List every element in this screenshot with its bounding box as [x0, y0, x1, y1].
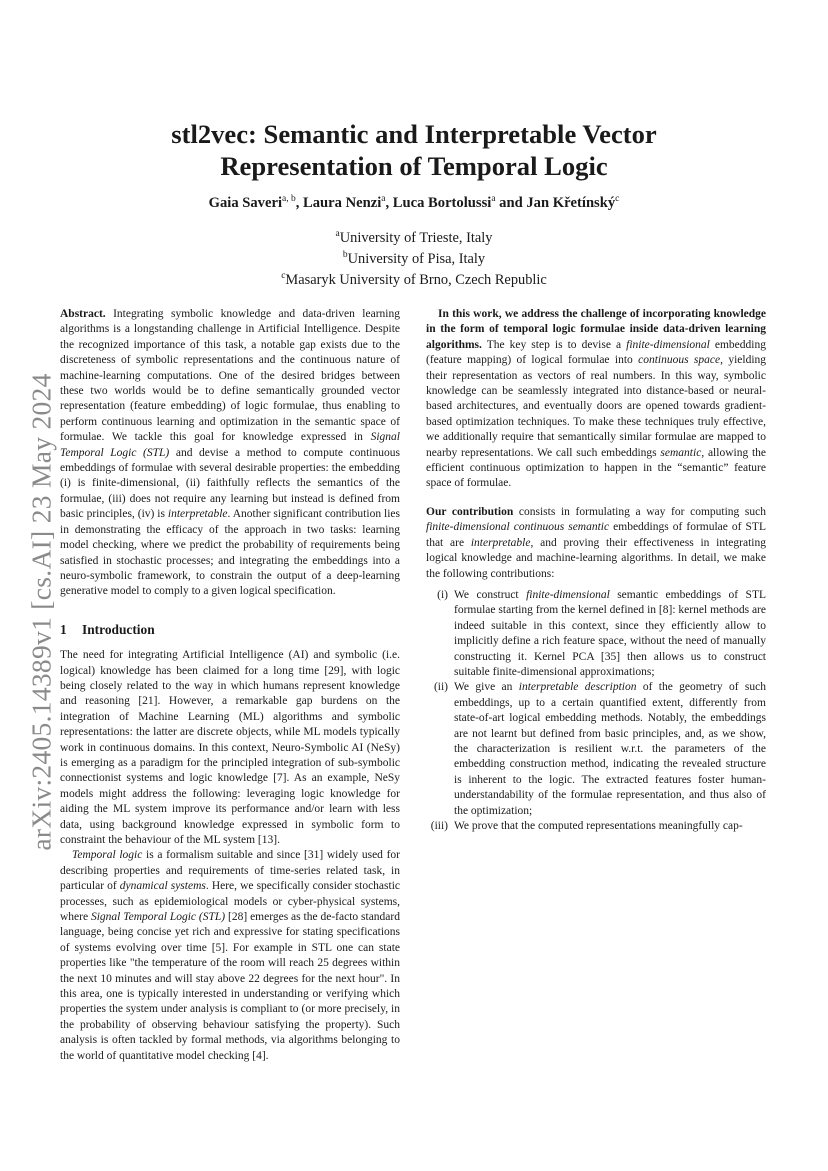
contribution-item-text — [454, 588, 766, 680]
contribution-label: Our contribution — [426, 505, 514, 518]
contribution-paragraph — [426, 505, 766, 582]
affiliation-text: University of Pisa, Italy — [347, 250, 486, 267]
title-line-1: stl2vec: Semantic and Interpretable Vector — [171, 119, 657, 149]
arxiv-watermark — [22, 362, 62, 862]
section-heading-introduction — [60, 622, 400, 637]
emphasis-text: interpretable — [470, 536, 531, 549]
contribution-item — [426, 819, 766, 834]
abstract-label: Abstract. — [60, 308, 106, 320]
emphasis-text: semantic — [660, 446, 702, 459]
contribution-item-text — [454, 819, 766, 834]
list-marker: (i) — [437, 588, 448, 601]
author-affil-sup: a — [491, 194, 496, 204]
body-text: , and proving their effectiveness in integrating logical knowledge and machine-learning algorithms. In detail, we make the following contributions: — [426, 536, 766, 580]
emphasis-text: Temporal logic — [72, 849, 143, 862]
body-text: [28] emerges as the de-facto standard language, being concise yet rich and expressive for stating specifications of systems evolving over time [5]. For example in STL one can state properties like "the temperature of the room will reach 25 degrees within the next 10 minutes and will stay above 22 degrees for the next hour". In this area, one is typically interested in understanding or verifying which properties the system under analysis is compliant to (or more precisely, in the probability of observing behaviour satisfying the property). Such analysis is often tackled by formal methods, via algorithms belonging to the world of quantitative model checking [4]. — [60, 911, 400, 1062]
body-text: is a formalism suitable and since [31] widely used for describing properties and requirements of time-series related task, in particular of — [60, 849, 400, 893]
contribution-list — [426, 588, 766, 835]
affiliation — [60, 268, 768, 289]
emphasis-text: interpretable description — [518, 681, 637, 694]
contribution-item-text — [454, 680, 766, 819]
author-affil-sup: c — [615, 194, 620, 204]
body-text: embeddings of formulae of STL that are — [426, 521, 766, 549]
body-text: The key step is to devise a — [481, 338, 627, 351]
contribution-item — [426, 680, 766, 819]
left-column — [60, 307, 400, 1064]
section-number: 1 — [60, 621, 67, 637]
list-marker: (iii) — [430, 820, 448, 832]
body-text: , yielding their representation as vectors of real numbers. In this way, symbolic knowledge can be seamlessly integrated into distance-based or neural-based architectures, and eventually doors are opened towards gradient-based optimization techniques. To make these techniques truly effective, we additionally require that semantically similar formulae are mapped to nearby representations. We call such embeddings — [426, 354, 767, 459]
emphasis-text: continuous space — [638, 354, 721, 367]
abstract-text: . Another significant contribution lies in demonstrating the efficacy of the approach in two tasks: learning model checking, where we predict the probability of requirements being satisfied in stochastic processes; and integrating the embeddings into a neuro-symbolic framework, to constrain the output of a deep-learning generative model to comply to a given logical specification. — [60, 508, 400, 598]
body-text: . Here, we specifically consider stochastic processes, such as epidemiological models or cyber-physical systems, where — [60, 880, 400, 924]
intro-paragraph-1: The need for integrating Artificial Intelligence (AI) and symbolic (i.e. logical) knowledge has been claimed for a long time [29], with logic being closely related to the way in which humans represent knowledge and reasoning [21]. However, a remarkable gap burdens on the integration of Machine Learning (ML) algorithms and symbolic representations: the latter are discrete objects, while ML models typically work in continuous domains. In this context, Neuro-Symbolic AI (NeSy) is emerging as a paradigm for the principled integration of sub-symbolic connectionist systems and logic knowledge [7]. As an example, NeSy models might address the following: leveraging logic knowledge for aiding the ML system improve its performance and/or learn with less data, using background knowledge expressed in symbolic form to constraint the behaviour of the ML system [13]. — [60, 649, 400, 846]
author-name: Gaia Saveri — [208, 194, 282, 211]
body-text: semantic embeddings of STL formulae starting from the kernel defined in [8]: kernel methods are indeed suitable in this context, since they efficiently allow to implicitly define a rich feature space, without the need of manually constructing it. Kernel PCA [35] then allows us to construct suitable finite-dimensional approximations; — [454, 588, 766, 678]
affiliation-sup: b — [342, 249, 348, 260]
bold-text: In this work, we address the challenge of incorporating knowledge in the form of temporal logic formulae inside data-driven learning algorithms. — [426, 308, 766, 351]
list-marker: (ii) — [433, 681, 448, 694]
arxiv-watermark-text: arXiv:2405.14389v1 [cs.AI] 23 May 2024 — [26, 373, 57, 851]
intro-paragraph-3 — [426, 307, 766, 492]
emphasis-text: finite-dimensional — [526, 588, 610, 601]
abstract-emphasis: Signal Temporal Logic (STL) — [60, 431, 400, 459]
body-text: embedding (feature mapping) of logical formulae into — [426, 338, 766, 367]
affiliation — [60, 247, 768, 268]
author-separator: and — [495, 194, 527, 211]
right-column — [426, 307, 766, 834]
body-text: We prove that the computed representations meaningfully cap- — [454, 820, 743, 832]
author-affil-sup: a, b — [282, 194, 296, 204]
abstract-text: Integrating symbolic knowledge and data-driven learning algorithms is a longstanding challenge in Artificial Intelligence. Despite the recognized importance of this task, a notable gap exists due to the discreteness of symbolic representations and the continuous nature of machine-learning computations. One of the desired bridges between these two worlds would be to define semantically grounded vector representation (feature embedding) of logic formulae, thus enabling to perform continuous learning and optimization in the semantic space of formulae. We tackle this goal for knowledge expressed in — [60, 308, 400, 444]
affiliation-sup: a — [335, 229, 340, 239]
author-separator: , — [385, 194, 393, 211]
body-text: We construct — [454, 588, 527, 601]
paper-title — [60, 118, 768, 182]
author-separator: , — [295, 194, 304, 211]
emphasis-text: dynamical systems — [119, 880, 206, 893]
intro-paragraph-2 — [60, 848, 400, 1064]
body-text: consists in formulating a way for computing such — [513, 505, 767, 518]
author-list — [60, 194, 768, 212]
body-text: , allowing the efficient continuous optimization to happen in the “semantic” feature space of formulae. — [426, 446, 767, 490]
section-title: Introduction — [82, 621, 155, 637]
affiliation-text: Masaryk University of Brno, Czech Republic — [285, 271, 547, 288]
author-name: Luca Bortolussi — [392, 194, 492, 211]
abstract-paragraph — [60, 307, 400, 600]
contribution-item — [426, 588, 766, 680]
emphasis-text: finite-dimensional continuous semantic — [426, 521, 610, 534]
body-text: We give an — [454, 681, 519, 694]
abstract-emphasis: interpretable — [167, 508, 228, 521]
affiliation-sup: c — [281, 270, 286, 281]
emphasis-text: finite-dimensional — [626, 338, 710, 351]
abstract-text: and devise a method to compute continuous embeddings of formulae with several desirable properties: the embedding (i) is finite-dimensional, (ii) faithfully reflects the semantics of the formulae, (iii) does not require any learning but instead is defined from basic principles, (iv) is — [60, 446, 400, 521]
author-affil-sup: a — [381, 194, 386, 204]
affiliation — [60, 226, 768, 247]
author-name: Jan Křetínský — [526, 194, 616, 211]
affiliation-text: University of Trieste, Italy — [339, 229, 493, 246]
title-line-2: Representation of Temporal Logic — [220, 151, 608, 181]
author-name: Laura Nenzi — [303, 194, 382, 211]
body-text: of the geometry of such embeddings, up to a certain quantified extent, differently from state-of-art logical embedding methods. Notably, the embeddings are not learnt but defined from basic principles, and, as we show, the characterization is resilient w.r.t. the parameters of the embedding construction method, indicating the revealed structure is inherent to the logic. The extracted features foster human-understandability of the formulae representation, and thus also of the optimization; — [454, 681, 766, 817]
emphasis-text: Signal Temporal Logic (STL) — [90, 911, 226, 924]
affiliation-list — [60, 226, 768, 288]
